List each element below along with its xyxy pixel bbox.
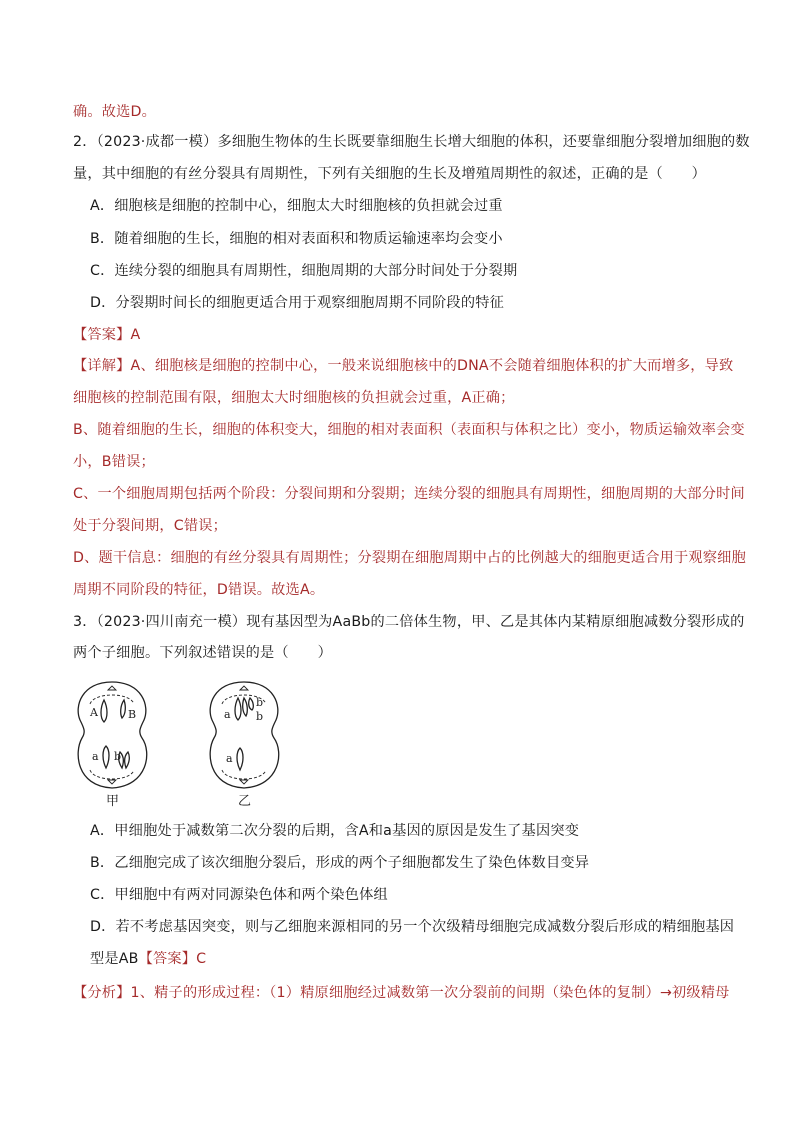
gene-label: b: [114, 750, 122, 763]
gene-label: a: [224, 708, 231, 721]
gene-label: b: [256, 696, 264, 709]
gene-label: B: [128, 708, 137, 721]
explanation: 【详解】A、细胞核是细胞的控制中心，一般来说细胞核中的DNA不会随着细胞体积的扩大而增多，导致: [73, 358, 734, 374]
figure-caption-jia: 甲: [106, 794, 120, 809]
gene-label: b: [256, 710, 264, 723]
question-3-stem: 两个子细胞。下列叙述错误的是（ ）: [73, 645, 332, 661]
figure-caption-yi: 乙: [238, 794, 252, 809]
text-line: 确。故选D。: [73, 104, 157, 120]
option-a: A．甲细胞处于减数第二次分裂的后期，含A和a基因的原因是发生了基因突变: [90, 823, 580, 839]
option-c: C．连续分裂的细胞具有周期性，细胞周期的大部分时间处于分裂期: [90, 263, 518, 279]
option-c: C．甲细胞中有两对同源染色体和两个染色体组: [90, 887, 388, 903]
gene-label: a: [226, 752, 233, 765]
cell-jia: [78, 682, 147, 788]
explanation: 细胞核的控制范围有限，细胞太大时细胞核的负担就会过重，A正确；: [73, 390, 515, 406]
option-a: A．细胞核是细胞的控制中心，细胞太大时细胞核的负担就会过重: [90, 198, 503, 214]
option-b: B．随着细胞的生长，细胞的相对表面积和物质运输速率均会变小: [90, 231, 503, 247]
question-3-stem: 3．（2023·四川南充一模）现有基因型为AaBb的二倍体生物，甲、乙是其体内某精原细胞减数分裂形成的: [73, 614, 745, 630]
gene-label: A: [90, 706, 98, 719]
explanation: 周期不同阶段的特征，D错误。故选A。: [73, 582, 325, 598]
explanation: B、随着细胞的生长，细胞的体积变大，细胞的相对表面积（表面积与体积之比）变小，物质运输效率会变: [73, 422, 745, 438]
option-d-text: 型是AB: [90, 951, 139, 967]
cell-yi: [210, 682, 279, 788]
explanation: 处于分裂间期，C错误；: [73, 518, 227, 534]
question-2-stem: 2．（2023·成都一模）多细胞生物体的生长既要靠细胞生长增大细胞的体积，还要靠细胞分裂增加细胞的数: [73, 134, 750, 150]
answer: 【答案】C: [138, 951, 207, 967]
option-d: D．分裂期时间长的细胞更适合用于观察细胞周期不同阶段的特征: [90, 295, 504, 311]
explanation: D、题干信息：细胞的有丝分裂具有周期性；分裂期在细胞周期中占的比例越大的细胞更适合用于观察细胞: [73, 550, 746, 566]
explanation: C、一个细胞周期包括两个阶段：分裂间期和分裂期；连续分裂的细胞具有周期性，细胞周期的大部分时间: [73, 486, 745, 502]
option-d-continued: [90, 949, 206, 969]
gene-label: a: [92, 750, 99, 763]
question-2-stem: 量，其中细胞的有丝分裂具有周期性，下列有关细胞的生长及增殖周期性的叙述，正确的是（ ）: [73, 166, 707, 182]
answer: 【答案】A: [73, 327, 141, 343]
option-b: B．乙细胞完成了该次细胞分裂后，形成的两个子细胞都发生了染色体数目变异: [90, 855, 590, 871]
analysis: 【分析】1、精子的形成过程：（1）精原细胞经过减数第一次分裂前的间期（染色体的复制）→初级精母: [73, 985, 730, 1001]
explanation: 小，B错误；: [73, 454, 155, 470]
cell-division-figure: [72, 676, 312, 812]
option-d: D．若不考虑基因突变，则与乙细胞来源相同的另一个次级精母细胞完成减数分裂后形成的精细胞基因: [90, 919, 735, 935]
